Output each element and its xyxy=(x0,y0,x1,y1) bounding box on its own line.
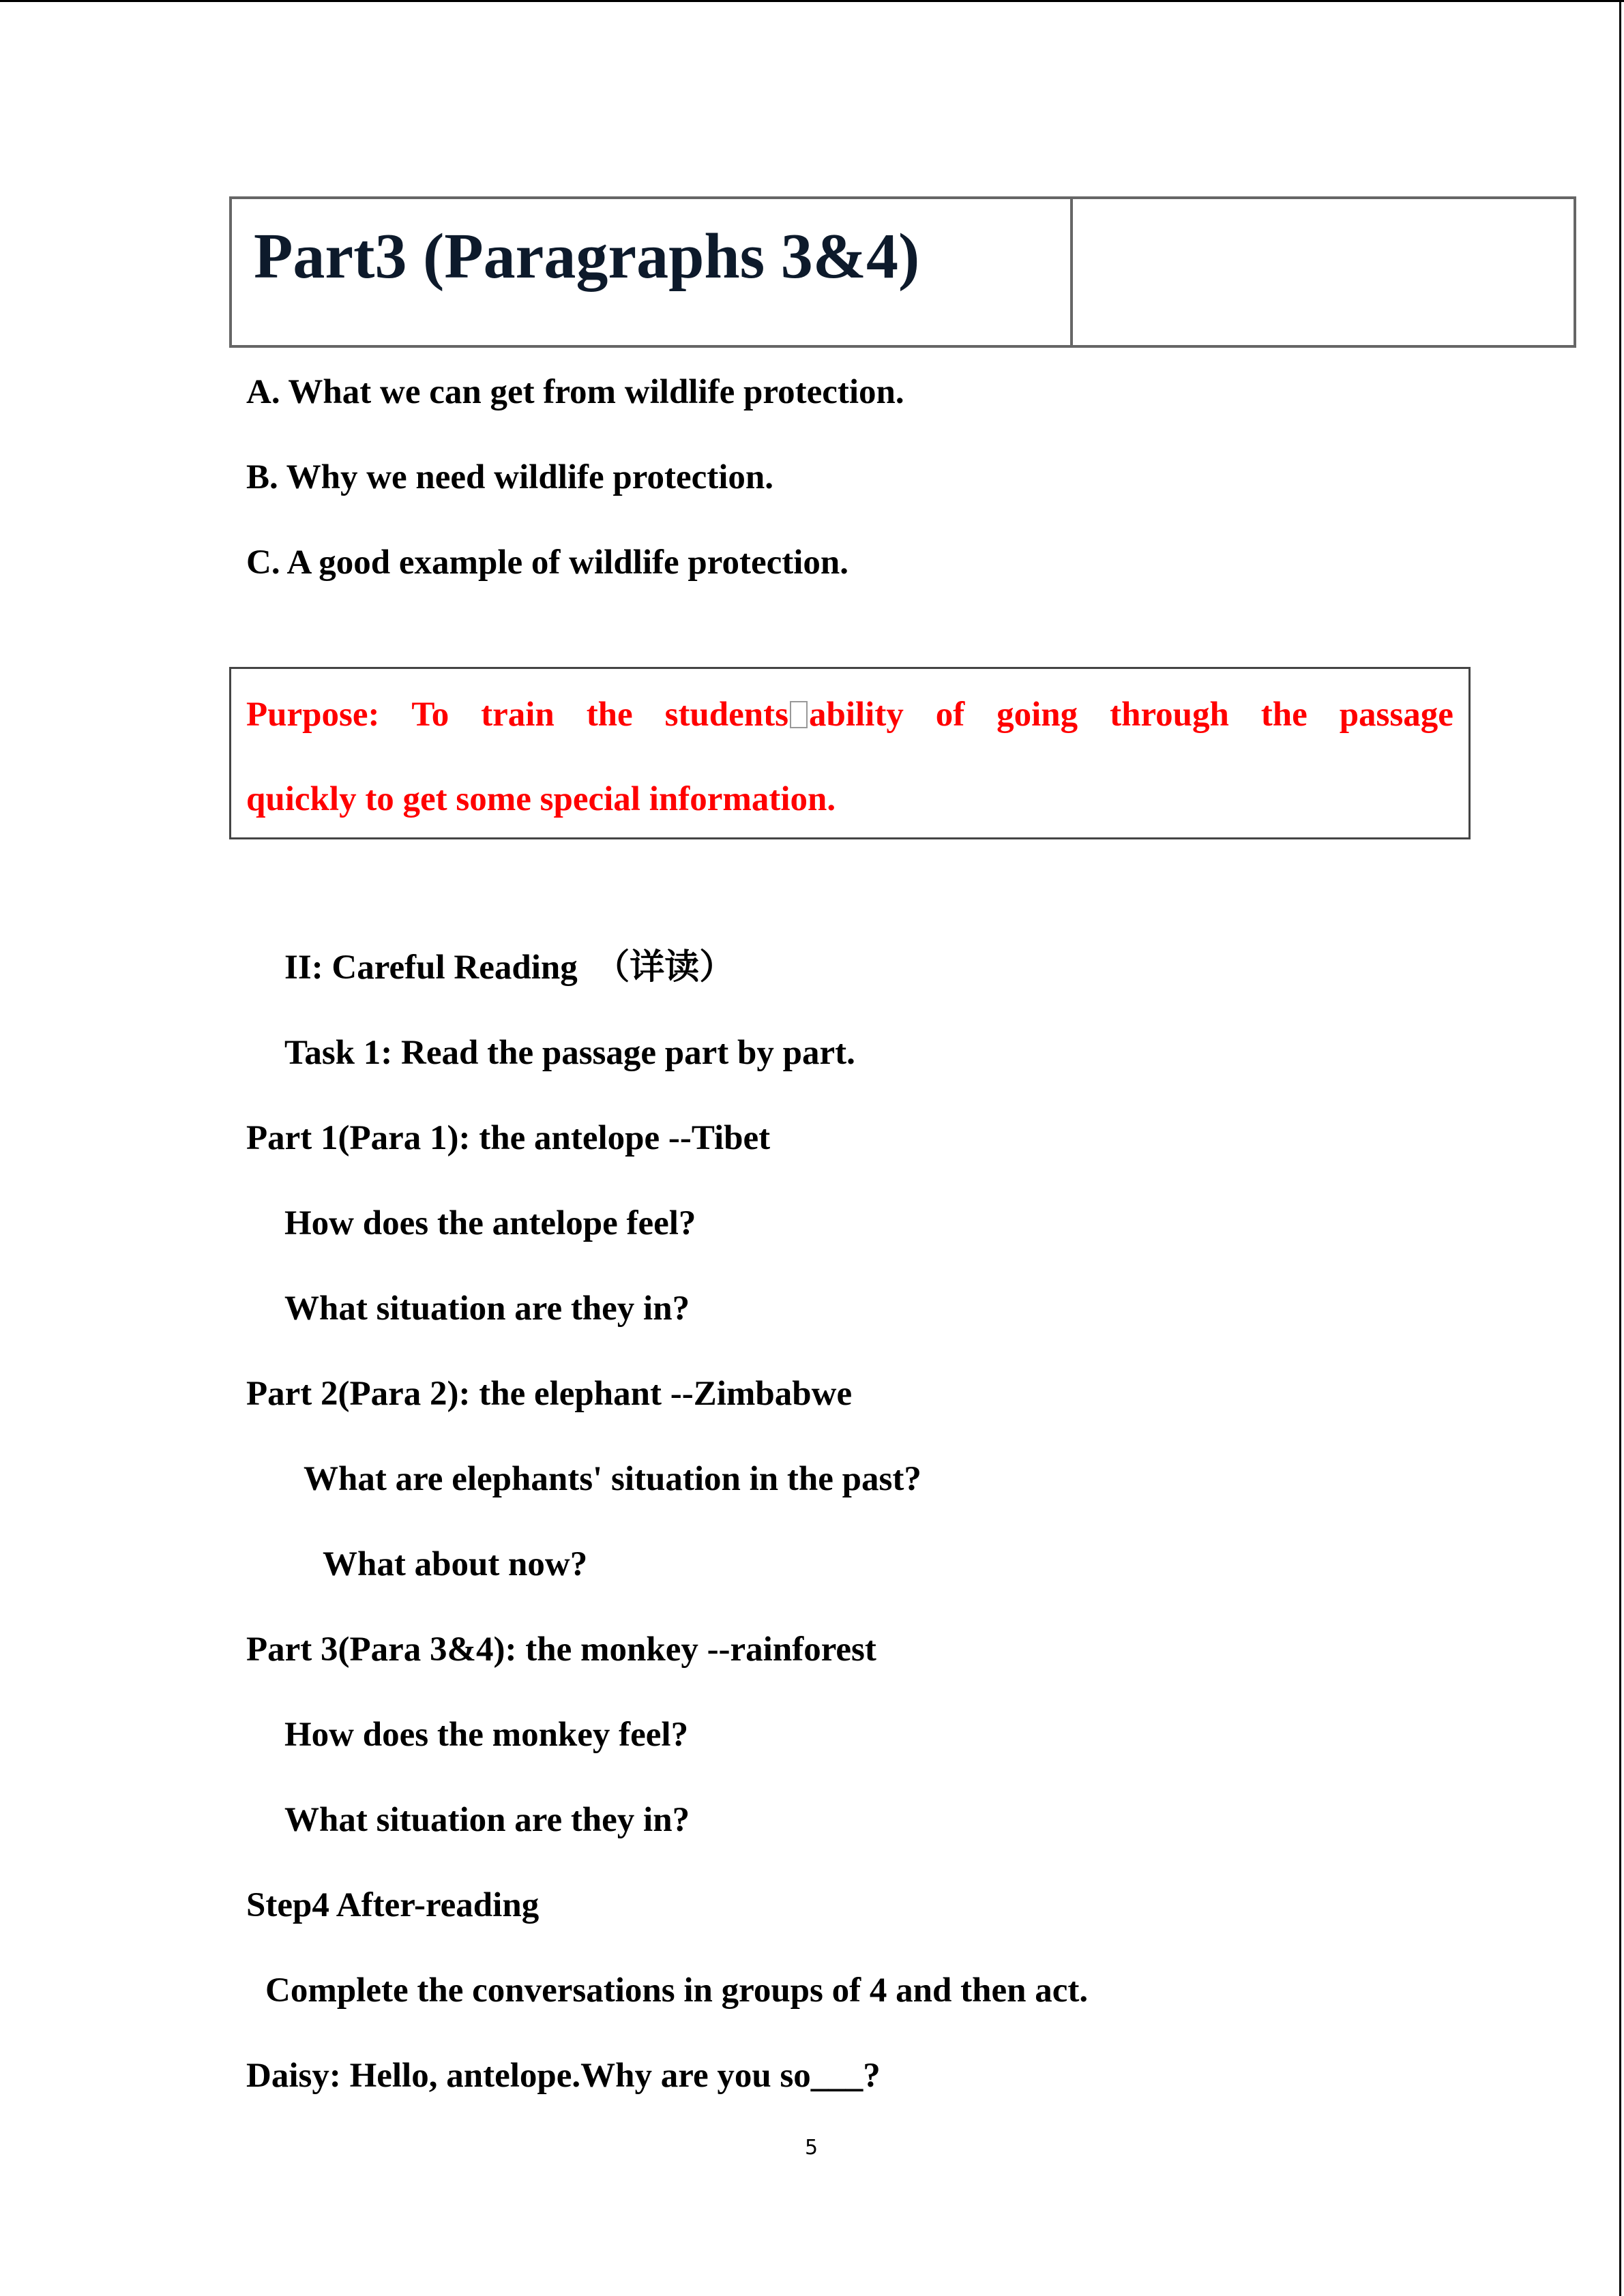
purpose-word: through xyxy=(1110,696,1229,734)
purpose-word-students: students ability xyxy=(664,696,904,734)
part-1-question-1: How does the antelope feel? xyxy=(284,1204,696,1242)
part-heading-cell xyxy=(232,199,1073,345)
option-b: B. Why we need wildlife protection. xyxy=(246,458,774,496)
purpose-line-2: quickly to get some special information. xyxy=(246,780,836,818)
missing-glyph-icon xyxy=(790,701,808,728)
purpose-word: To xyxy=(411,696,449,734)
after-reading-instruction: Complete the conversations in groups of 4 and then act. xyxy=(265,1971,1089,2010)
page-top-border xyxy=(0,0,1624,2)
purpose-word: the xyxy=(1260,696,1308,734)
page-right-border xyxy=(1619,0,1621,2296)
purpose-word: passage xyxy=(1339,696,1453,734)
purpose-word: of xyxy=(935,696,965,734)
part-heading-empty-cell xyxy=(1073,199,1574,345)
task-1: Task 1: Read the passage part by part. xyxy=(284,1034,855,1072)
part-title: Part3 (Paragraphs 3&4) xyxy=(254,221,920,292)
dialogue-line: Daisy: Hello, antelope.Why are you so___? xyxy=(246,2057,881,2095)
option-c: C. A good example of wildlife protection. xyxy=(246,543,849,582)
step-4-heading: Step4 After-reading xyxy=(246,1886,540,1924)
part-2-question-1: What are elephants' situation in the past? xyxy=(304,1460,921,1498)
part-3-question-2: What situation are they in? xyxy=(284,1801,690,1839)
part-2-label: Part 2(Para 2): the elephant --Zimbabwe xyxy=(246,1375,853,1413)
part-1-question-2: What situation are they in? xyxy=(284,1289,690,1328)
part-2-question-2: What about now? xyxy=(323,1545,588,1583)
part-1-label: Part 1(Para 1): the antelope --Tibet xyxy=(246,1119,771,1157)
purpose-line-1 xyxy=(246,698,1453,732)
purpose-word: train xyxy=(481,696,555,734)
part-3-label: Part 3(Para 3&4): the monkey --rainforest xyxy=(246,1630,876,1669)
purpose-box xyxy=(229,667,1471,839)
part-heading-table xyxy=(229,196,1576,348)
option-a: A. What we can get from wildlife protection. xyxy=(246,373,904,411)
purpose-word: going xyxy=(996,696,1078,734)
purpose-word: Purpose: xyxy=(246,696,380,734)
purpose-word: the xyxy=(586,696,633,734)
careful-reading-heading: II: Careful Reading （详读） xyxy=(284,949,735,987)
page-number: 5 xyxy=(805,2136,818,2160)
part-3-question-1: How does the monkey feel? xyxy=(284,1716,689,1754)
